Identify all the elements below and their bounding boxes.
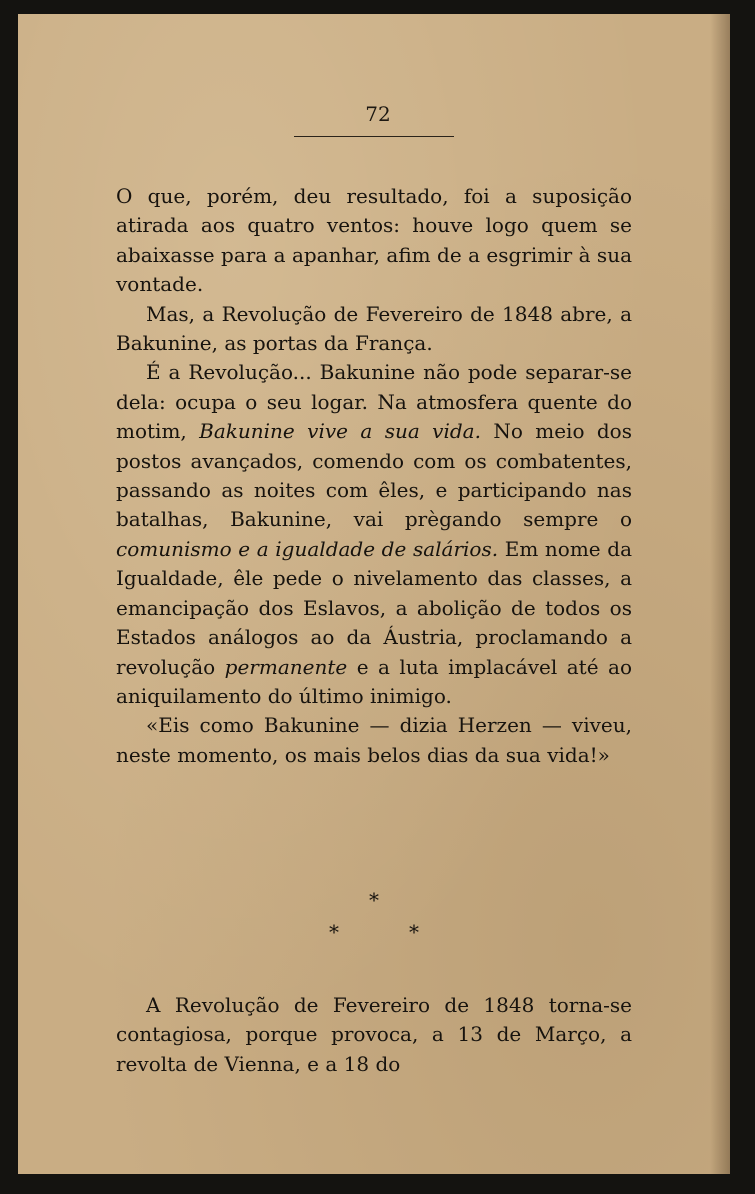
body-text xyxy=(116,182,632,770)
page-number: 72 xyxy=(365,102,391,126)
paragraph-p2 xyxy=(116,300,632,359)
separator-star-right: * xyxy=(409,920,419,944)
paragraph-p1 xyxy=(116,182,632,300)
italic-text: comunismo e a igualdade de salários. xyxy=(116,536,499,561)
separator-star-left: * xyxy=(329,920,339,944)
italic-text: permanente xyxy=(224,654,348,679)
body-text-continued xyxy=(116,991,632,1079)
separator-star-top: * xyxy=(369,888,379,912)
text-segment: Mas, a Revolução de Fevereiro de 1848 abre, a Bakunine, as portas da França. xyxy=(116,301,632,356)
paragraph-p5 xyxy=(116,991,632,1079)
text-segment: A Revolução de Fevereiro de 1848 torna-se contagiosa, porque provoca, a 13 de Março, a revolta de Vienna, e a 18 do xyxy=(116,993,632,1076)
page-number-rule xyxy=(294,136,454,137)
text-segment: No meio dos postos avançados, comendo com os combatentes, passando as noites com êles, e participando nas batalhas, Bakunine, vai prègando sempre o xyxy=(116,419,632,532)
text-segment: É a Revolução... Bakunine não pode separar-se dela: ocupa o seu logar. Na atmosfera quente do motim, xyxy=(116,360,632,444)
paragraph-p4 xyxy=(116,711,632,770)
text-segment: O que, porém, deu resultado, foi a suposição atirada aos quatro ventos: houve logo quem se abaixasse para a apanhar, afim de a esgrimir à sua vontade. xyxy=(116,184,632,297)
text-segment: «Eis como Bakunine — dizia Herzen — viveu, neste momento, os mais belos dias da sua vida!» xyxy=(116,713,632,767)
text-segment: Em nome da Igualdade, êle pede o nivelamento das classes, a emancipação dos Eslavos, a abolição de todos os Estados análogos ao da Áustria, proclamando a revolução xyxy=(116,536,632,679)
text-segment: e a luta implacável até ao aniquilamento do último inimigo. xyxy=(116,654,633,708)
page-edge-shadow xyxy=(710,14,730,1174)
italic-text: Bakunine vive a sua vida. xyxy=(199,419,481,444)
section-separator xyxy=(116,882,632,942)
book-page xyxy=(18,14,730,1174)
paragraph-p3 xyxy=(116,358,632,711)
